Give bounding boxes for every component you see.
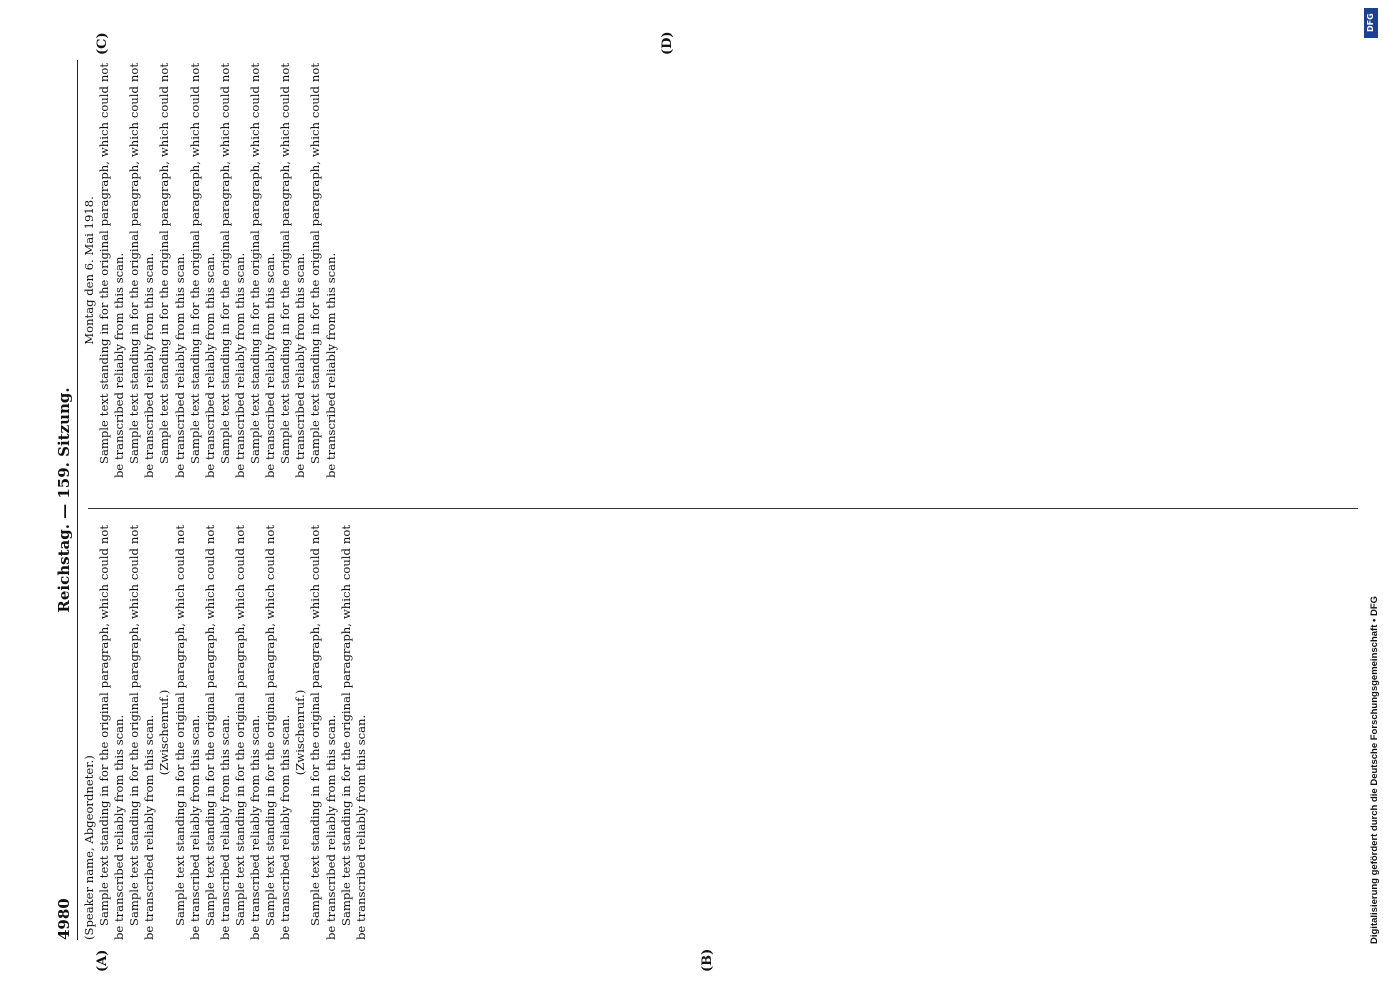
paragraph: Sample text standing in for the original paragraph, which could not be transcribed reliably from this scan.	[127, 525, 157, 940]
page-title: Reichstag. — 159. Sitzung.	[55, 387, 73, 613]
paragraph: Sample text standing in for the original paragraph, which could not be transcribed reliably from this scan.	[232, 525, 263, 940]
paragraph: (Speaker name, Abgeordneter.)	[82, 755, 96, 940]
paragraph: Sample text standing in for the original paragraph, which could not be transcribed reliably from this scan.	[202, 525, 232, 940]
paragraph: Sample text standing in for the original paragraph, which could not be transcribed reliably from this scan.	[338, 525, 368, 940]
paragraph: Sample text standing in for the original paragraph, which could not be transcribed reliably from this scan.	[308, 525, 338, 940]
left-column	[82, 525, 1367, 940]
paragraph: Sample text standing in for the original paragraph, which could not be transcribed reliably from this scan.	[263, 525, 293, 940]
paragraph: Sample text standing in for the original paragraph, which could not be transcribed reliably from this scan.	[248, 63, 278, 478]
page-number: 4980	[55, 898, 73, 940]
dfg-logo: DFG	[1364, 8, 1378, 38]
page-date: Montag den 6. Mai 1918.	[82, 196, 96, 345]
margin-letter-a: (A)	[95, 949, 110, 972]
interjection: (Zwischenruf.)	[293, 689, 308, 776]
paragraph: Sample text standing in for the original paragraph, which could not be transcribed reliably from this scan.	[97, 525, 127, 940]
margin-letter-b: (B)	[700, 948, 715, 972]
paragraph: Sample text standing in for the original paragraph, which could not be transcribed reliably from this scan.	[97, 63, 127, 478]
paragraph: Sample text standing in for the original paragraph, which could not be transcribed reliably from this scan.	[308, 63, 338, 478]
paragraph: Sample text standing in for the original paragraph, which could not be transcribed reliably from this scan.	[157, 63, 187, 478]
interjection: (Zwischenruf.)	[157, 689, 172, 776]
page-header	[55, 60, 78, 940]
digitization-credit: Digitalisierung gefördert durch die Deutsche Forschungsgemeinschaft • DFG	[1369, 595, 1380, 944]
paragraph: Sample text standing in for the original paragraph, which could not be transcribed reliably from this scan.	[217, 63, 247, 478]
paragraph: Sample text standing in for the original paragraph, which could not be transcribed reliably from this scan.	[187, 63, 217, 478]
right-column	[82, 63, 1367, 478]
margin-letter-c: (C)	[95, 32, 110, 55]
paragraph: Sample text standing in for the original paragraph, which could not be transcribed reliably from this scan.	[278, 63, 308, 478]
column-divider	[88, 508, 1358, 509]
margin-letter-d: (D)	[660, 31, 675, 55]
paragraph: Sample text standing in for the original paragraph, which could not be transcribed reliably from this scan.	[172, 525, 202, 940]
paragraph: Sample text standing in for the original paragraph, which could not be transcribed reliably from this scan.	[127, 63, 157, 478]
